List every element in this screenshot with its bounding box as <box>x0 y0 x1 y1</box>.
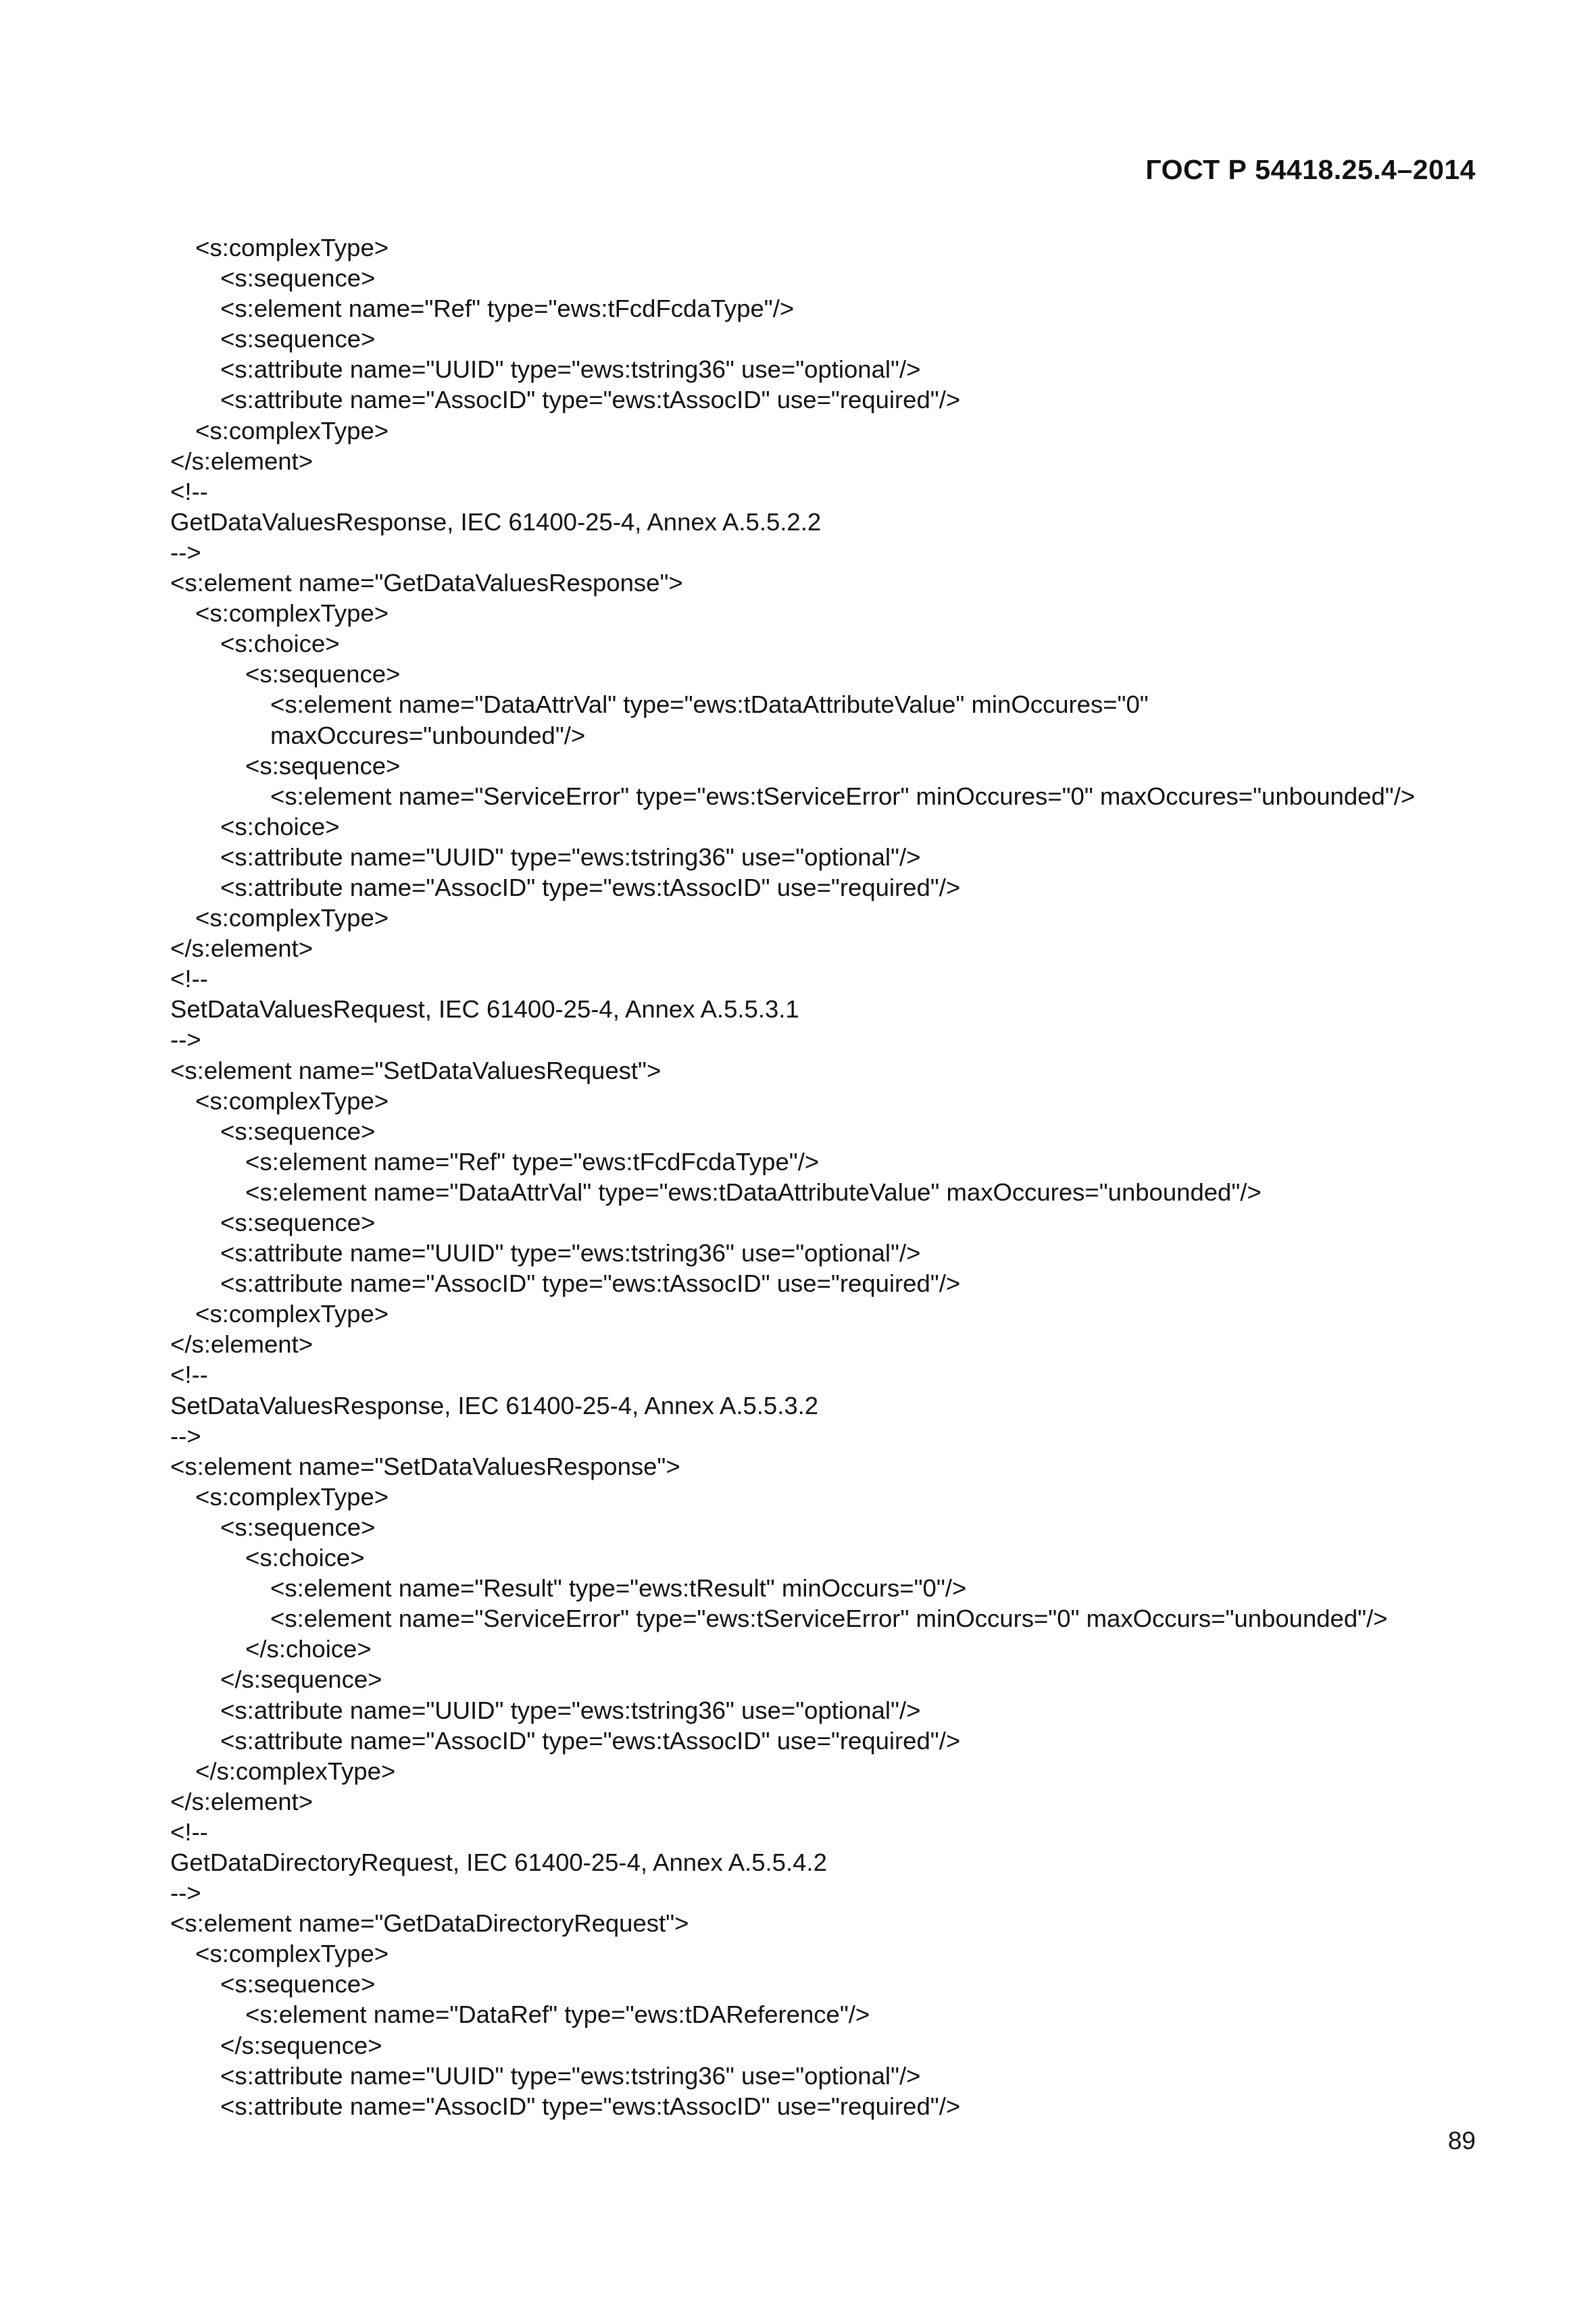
code-line: <s:complexType> <box>195 1482 389 1511</box>
code-line: <s:choice> <box>220 630 340 658</box>
code-line: <s:element name="GetDataValuesResponse"> <box>170 569 683 597</box>
code-line: <s:sequence> <box>220 1513 376 1541</box>
code-line: SetDataValuesRequest, IEC 61400-25-4, Annex A.5.5.3.1 <box>170 995 799 1024</box>
code-line: --> <box>170 538 201 566</box>
code-line: <s:complexType> <box>195 234 389 261</box>
code-line: <s:element name="SetDataValuesResponse"> <box>170 1452 680 1480</box>
code-line: <s:sequence> <box>245 751 401 780</box>
code-line: </s:element> <box>170 934 314 963</box>
code-line: <s:choice> <box>245 1544 365 1572</box>
xml-schema-listing <box>170 232 1488 2121</box>
code-line: </s:choice> <box>245 1635 372 1663</box>
code-line: maxOccures="unbounded"/> <box>270 721 586 749</box>
code-line: <s:element name="DataAttrVal" type="ews:tDataAttributeValue" minOccures="0" <box>270 690 1149 719</box>
code-line: <s:element name="Result" type="ews:tResult" minOccurs="0"/> <box>270 1574 967 1603</box>
code-line: SetDataValuesResponse, IEC 61400-25-4, Annex A.5.5.3.2 <box>170 1391 819 1419</box>
code-line: --> <box>170 1026 201 1054</box>
code-line: <s:complexType> <box>195 1086 389 1115</box>
code-line: <s:attribute name="UUID" type="ews:tstring36" use="optional"/> <box>220 842 921 871</box>
code-line: <s:complexType> <box>195 416 389 445</box>
code-line: <s:complexType> <box>195 904 389 932</box>
code-line: <s:attribute name="AssocID" type="ews:tAssocID" use="required"/> <box>220 1726 961 1755</box>
code-line: <s:attribute name="UUID" type="ews:tstring36" use="optional"/> <box>220 1696 921 1724</box>
code-line: <s:element name="DataRef" type="ews:tDAReference"/> <box>245 2001 870 2029</box>
page-number: 89 <box>1447 2127 1476 2155</box>
code-line: <s:attribute name="AssocID" type="ews:tAssocID" use="required"/> <box>220 2092 961 2120</box>
document-standard-id: ГОСТ Р 54418.25.4–2014 <box>1145 154 1476 185</box>
code-line: <!-- <box>170 477 208 505</box>
code-line: <s:sequence> <box>220 1970 376 1998</box>
code-line: <s:choice> <box>220 812 340 840</box>
code-line: <s:element name="DataAttrVal" type="ews:tDataAttributeValue" maxOccures="unbounded"/> <box>245 1178 1262 1206</box>
code-line: <s:attribute name="UUID" type="ews:tstring36" use="optional"/> <box>220 2061 921 2090</box>
code-line: <s:complexType> <box>195 1940 389 1968</box>
code-line: GetDataValuesResponse, IEC 61400-25-4, Annex A.5.5.2.2 <box>170 507 822 536</box>
code-line: <!-- <box>170 965 208 993</box>
code-line: </s:complexType> <box>195 1757 396 1785</box>
code-line: --> <box>170 1422 201 1450</box>
code-line: <s:sequence> <box>220 1117 376 1145</box>
code-line: <s:element name="ServiceError" type="ews:tServiceError" minOccurs="0" maxOccurs="unbounded"/> <box>270 1605 1388 1633</box>
code-line: <s:complexType> <box>195 599 389 628</box>
code-line: <!-- <box>170 1361 208 1389</box>
code-line: <s:sequence> <box>220 1209 376 1236</box>
code-line: <s:element name="Ref" type="ews:tFcdFcdaType"/> <box>245 1147 820 1176</box>
code-line: GetDataDirectoryRequest, IEC 61400-25-4, Annex A.5.5.4.2 <box>170 1848 827 1876</box>
code-line: </s:element> <box>170 1787 314 1815</box>
code-line: </s:element> <box>170 447 314 475</box>
code-line: <!-- <box>170 1817 208 1846</box>
code-line: <s:complexType> <box>195 1300 389 1328</box>
code-line: <s:attribute name="AssocID" type="ews:tAssocID" use="required"/> <box>220 1269 961 1298</box>
code-line: <s:element name="ServiceError" type="ews:tServiceError" minOccures="0" maxOccures="unbounded"/> <box>270 782 1416 810</box>
code-line: <s:attribute name="AssocID" type="ews:tAssocID" use="required"/> <box>220 386 961 414</box>
code-line: <s:element name="Ref" type="ews:tFcdFcdaType"/> <box>220 295 795 323</box>
code-line: </s:sequence> <box>220 2031 382 2059</box>
code-line: <s:attribute name="UUID" type="ews:tstring36" use="optional"/> <box>220 355 921 384</box>
code-line: </s:element> <box>170 1330 314 1359</box>
code-line: <s:attribute name="AssocID" type="ews:tAssocID" use="required"/> <box>220 873 961 901</box>
code-line: <s:element name="GetDataDirectoryRequest"> <box>170 1909 689 1938</box>
code-line: <s:sequence> <box>220 325 376 353</box>
code-line: <s:attribute name="UUID" type="ews:tstring36" use="optional"/> <box>220 1239 921 1267</box>
code-line: <s:element name="SetDataValuesRequest"> <box>170 1056 662 1084</box>
code-line: --> <box>170 1879 201 1907</box>
code-line: <s:sequence> <box>245 660 401 688</box>
code-line: </s:sequence> <box>220 1665 382 1694</box>
code-line: <s:sequence> <box>220 264 376 293</box>
